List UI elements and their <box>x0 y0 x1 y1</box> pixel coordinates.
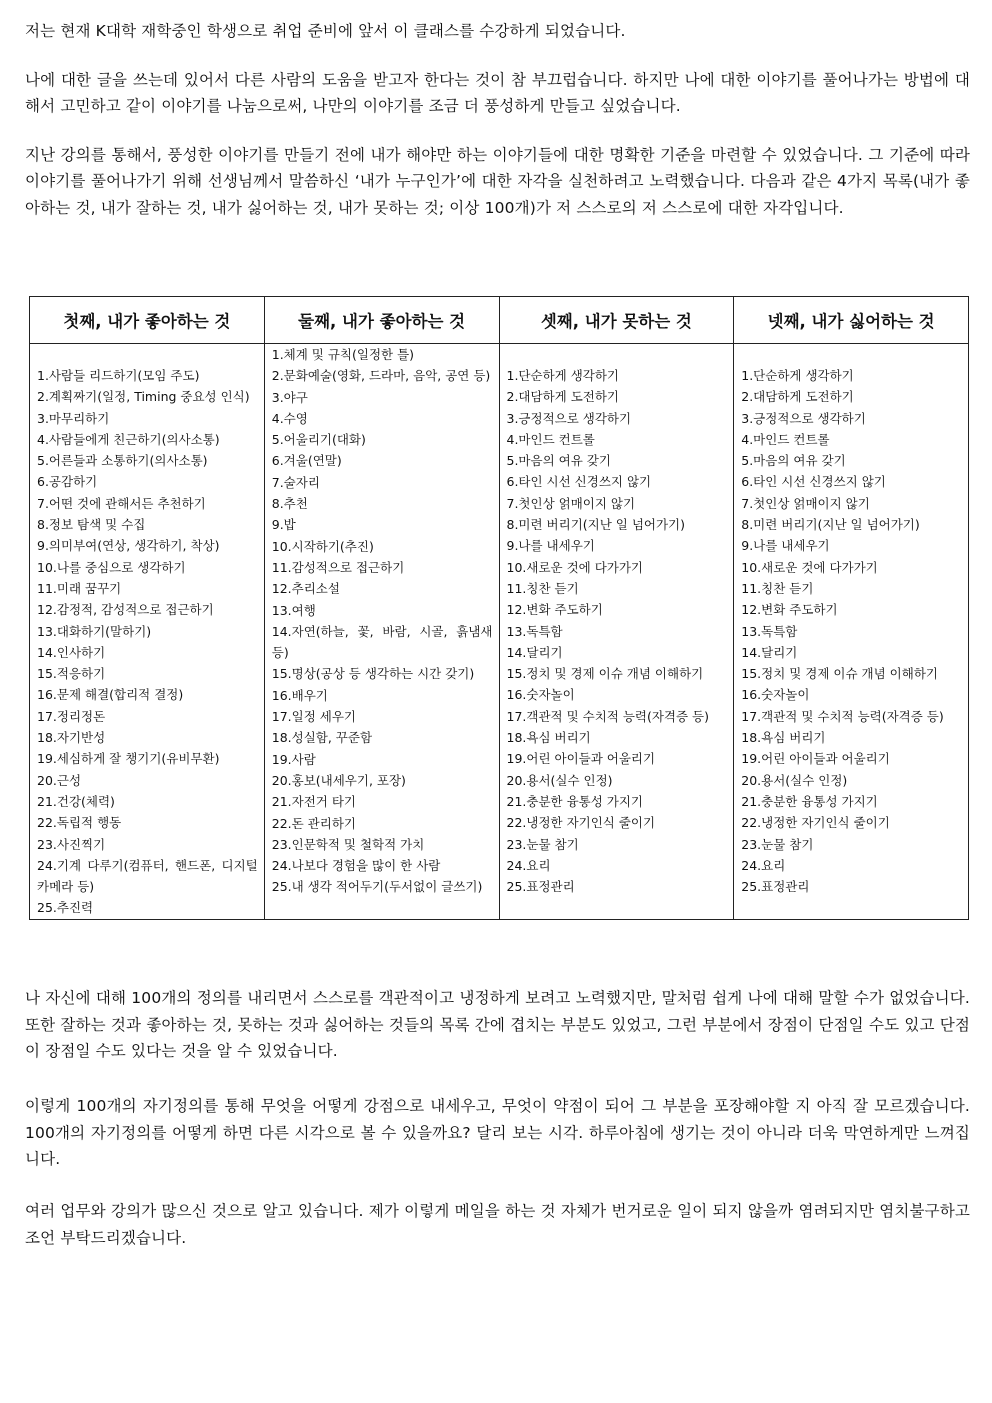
list-item: 25.표정관리 <box>506 879 575 895</box>
list-item: 22.독립적 행동 <box>37 815 122 831</box>
list-item: 13.독특함 <box>506 623 563 639</box>
list-item: 17.객관적 및 수치적 능력(자격증 등) <box>506 708 710 724</box>
list-item: 24.요리 <box>506 857 551 873</box>
list-item: 18.욕심 버리기 <box>741 730 826 746</box>
intro-paragraph-2: 나에 대한 글을 쓰는데 있어서 다른 사람의 도움을 받고자 한다는 것이 참 부끄럽습니다. 하지만 나에 대한 이야기를 풀어나가는 방법에 대해서 고민하고 같이 이야기를 나눔으로써, 나만의 이야기를 조금 더 풍성하게 만들고 싶었습니다. <box>25 70 970 115</box>
list-item: 24.나보다 경험을 많이 한 사람 <box>271 858 441 874</box>
list-item: 12.감정적, 감성적으로 접근하기 <box>37 602 214 618</box>
list-item: 5.어울리기(대화) <box>271 432 366 448</box>
list-item: 14.인사하기 <box>37 644 106 660</box>
list-item: 23.사진찍기 <box>37 836 106 852</box>
intro-section <box>25 18 970 221</box>
intro-paragraph-3: 지난 강의를 통해서, 풍성한 이야기를 만들기 전에 내가 해야만 하는 이야기들에 대한 명확한 기준을 마련할 수 있었습니다. 그 기준에 따라 이야기를 풀어나가기 위해 선생님께서 말씀하신 ‘내가 누구인가’에 대한 자각을 실천하려고 노력했습니다. 다음과 같은 4가지 목록(내가 좋아하는 것, 내가 잘하는 것, 내가 싫어하는 것, 내가 못하는 것; 이상 100개)가 저 스스로의 저 스스로에 대한 자각입니다. <box>25 145 970 217</box>
list-item: 2.계획짜기(일정, Timing 중요성 인식) <box>37 389 250 405</box>
list-item: 17.일정 세우기 <box>271 709 356 725</box>
list-item: 15.정치 및 경제 이슈 개념 이해하기 <box>506 666 704 682</box>
list-item: 6.타인 시선 신경쓰지 않기 <box>506 474 652 490</box>
list-item: 18.성실함, 꾸준함 <box>271 730 373 746</box>
list-item: 21.건강(체력) <box>37 793 115 809</box>
column-likes-2 <box>264 344 499 920</box>
list-item: 23.인문학적 및 철학적 가치 <box>271 836 425 852</box>
list-item: 16.숫자놀이 <box>506 687 575 703</box>
list-item: 13.독특함 <box>741 623 798 639</box>
list-item: 16.숫자놀이 <box>741 687 810 703</box>
list-item: 17.객관적 및 수치적 능력(자격증 등) <box>741 708 944 724</box>
list-item: 17.정리정돈 <box>37 708 106 724</box>
list-item: 6.타인 시선 신경쓰지 않기 <box>741 474 886 490</box>
list-item: 19.사람 <box>271 751 316 767</box>
table-header-row <box>30 297 969 344</box>
list-item: 2.대담하게 도전하기 <box>741 389 854 405</box>
list-item: 10.시작하기(추진) <box>271 538 374 554</box>
list-item: 21.충분한 융통성 가지기 <box>741 793 878 809</box>
header-dislikes: 넷째, 내가 싫어하는 것 <box>734 297 969 344</box>
list-item: 21.충분한 융통성 가지기 <box>506 793 644 809</box>
list-item: 1.체계 및 규칙(일정한 틀) <box>271 347 415 362</box>
list-item: 15.명상(공상 등 생각하는 시간 갖기) <box>271 666 475 682</box>
list-item: 24.요리 <box>741 857 786 873</box>
header-cannot-do: 셋째, 내가 못하는 것 <box>499 297 734 344</box>
list-item: 19.세심하게 잘 챙기기(유비무환) <box>37 751 220 767</box>
self-definition-table <box>29 296 969 920</box>
list-item: 11.감성적으로 접근하기 <box>271 559 405 575</box>
list-item: 11.칭찬 듣기 <box>506 580 579 596</box>
list-item: 10.나를 중심으로 생각하기 <box>37 559 186 575</box>
list-item: 2.대담하게 도전하기 <box>506 389 619 405</box>
list-item: 1.사람들 리드하기(모임 주도) <box>37 368 200 383</box>
list-item: 22.돈 관리하기 <box>271 815 356 831</box>
list-item: 20.근성 <box>37 772 82 788</box>
list-item: 1.단순하게 생각하기 <box>506 368 619 383</box>
list-item: 10.새로운 것에 다가가기 <box>506 559 644 575</box>
list-item: 20.홍보(내세우기, 포장) <box>271 772 406 788</box>
list-item: 19.어린 아이들과 어울리기 <box>506 751 656 767</box>
list-item: 12.변화 주도하기 <box>506 602 603 618</box>
outro-paragraph-3: 여러 업무와 강의가 많으신 것으로 알고 있습니다. 제가 이렇게 메일을 하는 것 자체가 번거로운 일이 되지 않을까 염려되지만 염치불구하고 조언 부탁드리겠습니다. <box>25 1202 970 1247</box>
list-item: 22.냉정한 자기인식 줄이기 <box>741 815 890 831</box>
list-item: 2.문화예술(영화, 드라마, 음악, 공연 등) <box>271 368 491 384</box>
list-item: 25.추진력 <box>37 900 94 916</box>
list-item: 5.마음의 여유 갖기 <box>741 453 846 469</box>
list-item: 22.냉정한 자기인식 줄이기 <box>506 815 656 831</box>
column-likes-1 <box>30 344 265 920</box>
list-item: 3.긍정적으로 생각하기 <box>506 410 632 426</box>
list-item: 8.정보 탐색 및 수집 <box>37 517 146 533</box>
outro-paragraph-2: 이렇게 100개의 자기정의를 통해 무엇을 어떻게 강점으로 내세우고, 무엇이 약점이 되어 그 부분을 포장해야할 지 아직 잘 모르겠습니다. 100개의 자기정의를 어떻게 하면 다른 시각으로 볼 수 있을까요? 달리 보는 시각. 하루아침에 생기는 것이 아니라 더욱 막연하게만 느껴집니다. <box>25 1097 970 1168</box>
list-item: 7.첫인상 얽매이지 않기 <box>506 495 636 511</box>
list-item: 23.눈물 참기 <box>741 836 814 852</box>
list-item: 11.미래 꿈꾸기 <box>37 580 122 596</box>
list-item: 14.달리기 <box>506 644 563 660</box>
list-item: 9.나를 내세우기 <box>741 538 830 554</box>
header-likes-2: 둘째, 내가 좋아하는 것 <box>264 297 499 344</box>
self-definition-table-wrap <box>29 296 969 920</box>
list-item: 25.표정관리 <box>741 879 810 895</box>
column-cannot-do <box>499 344 734 920</box>
list-item: 9.의미부여(연상, 생각하기, 착상) <box>37 538 220 554</box>
list-item: 25.내 생각 적어두기(두서없이 글쓰기) <box>271 879 483 895</box>
list-item: 8.추천 <box>271 496 308 512</box>
list-item: 6.공감하기 <box>37 474 98 490</box>
list-item: 5.어른들과 소통하기(의사소통) <box>37 453 208 469</box>
list-item: 18.자기반성 <box>37 730 106 746</box>
list-item: 8.미련 버리기(지난 일 넘어가기) <box>741 517 920 533</box>
list-item: 12.추리소설 <box>271 581 340 597</box>
list-item: 7.술자리 <box>271 474 320 490</box>
list-item: 24.기계 다루기(컴퓨터, 핸드폰, 디지털카메라 등) <box>37 857 258 895</box>
list-item: 20.용서(실수 인정) <box>741 772 848 788</box>
header-likes-1: 첫째, 내가 좋아하는 것 <box>30 297 265 344</box>
intro-paragraph-1: 저는 현재 K대학 재학중인 학생으로 취업 준비에 앞서 이 클래스를 수강하게 되었습니다. <box>25 22 626 40</box>
list-item: 3.야구 <box>271 389 308 405</box>
list-item: 12.변화 주도하기 <box>741 602 838 618</box>
list-item: 18.욕심 버리기 <box>506 730 591 746</box>
list-item: 16.문제 해결(합리적 결정) <box>37 687 184 703</box>
table-body-row <box>30 344 969 920</box>
list-item: 1.단순하게 생각하기 <box>741 368 854 383</box>
list-item: 3.긍정적으로 생각하기 <box>741 410 866 426</box>
list-item: 8.미련 버리기(지난 일 넘어가기) <box>506 517 686 533</box>
list-item: 15.적응하기 <box>37 666 106 682</box>
list-item: 4.마인드 컨트롤 <box>506 431 595 447</box>
list-item: 3.마무리하기 <box>37 410 110 426</box>
list-item: 14.자연(하늘, 꽃, 바람, 시골, 흙냄새 등) <box>271 623 493 661</box>
list-item: 21.자전거 타기 <box>271 794 356 810</box>
column-dislikes <box>734 344 969 920</box>
list-item: 5.마음의 여유 갖기 <box>506 453 611 469</box>
list-item: 13.대화하기(말하기) <box>37 623 152 639</box>
list-item: 23.눈물 참기 <box>506 836 579 852</box>
list-item: 19.어린 아이들과 어울리기 <box>741 751 890 767</box>
list-item: 16.배우기 <box>271 687 328 703</box>
list-item: 10.새로운 것에 다가가기 <box>741 559 878 575</box>
outro-paragraph-1: 나 자신에 대해 100개의 정의를 내리면서 스스로를 객관적이고 냉정하게 보려고 노력했지만, 말처럼 쉽게 나에 대해 말할 수가 없었습니다. 또한 잘하는 것과 좋아하는 것, 못하는 것과 싫어하는 것들의 목록 간에 겹치는 부분도 있었고, 그런 부분에서 장점이 단점일 수도 있고 단점이 장점일 수도 있다는 것을 알 수 있었습니다. <box>25 989 970 1060</box>
list-item: 6.겨울(연말) <box>271 453 342 469</box>
list-item: 13.여행 <box>271 602 316 618</box>
list-item: 4.마인드 컨트롤 <box>741 431 830 447</box>
list-item: 20.용서(실수 인정) <box>506 772 613 788</box>
list-item: 4.사람들에게 친근하기(의사소통) <box>37 431 220 447</box>
list-item: 15.정치 및 경제 이슈 개념 이해하기 <box>741 666 938 682</box>
list-item: 9.밥 <box>271 517 296 533</box>
list-item: 4.수영 <box>271 410 308 426</box>
list-item: 7.첫인상 얽매이지 않기 <box>741 495 870 511</box>
list-item: 9.나를 내세우기 <box>506 538 595 554</box>
list-item: 14.달리기 <box>741 644 798 660</box>
list-item: 11.칭찬 듣기 <box>741 580 814 596</box>
list-item: 7.어떤 것에 관해서든 추천하기 <box>37 495 206 511</box>
